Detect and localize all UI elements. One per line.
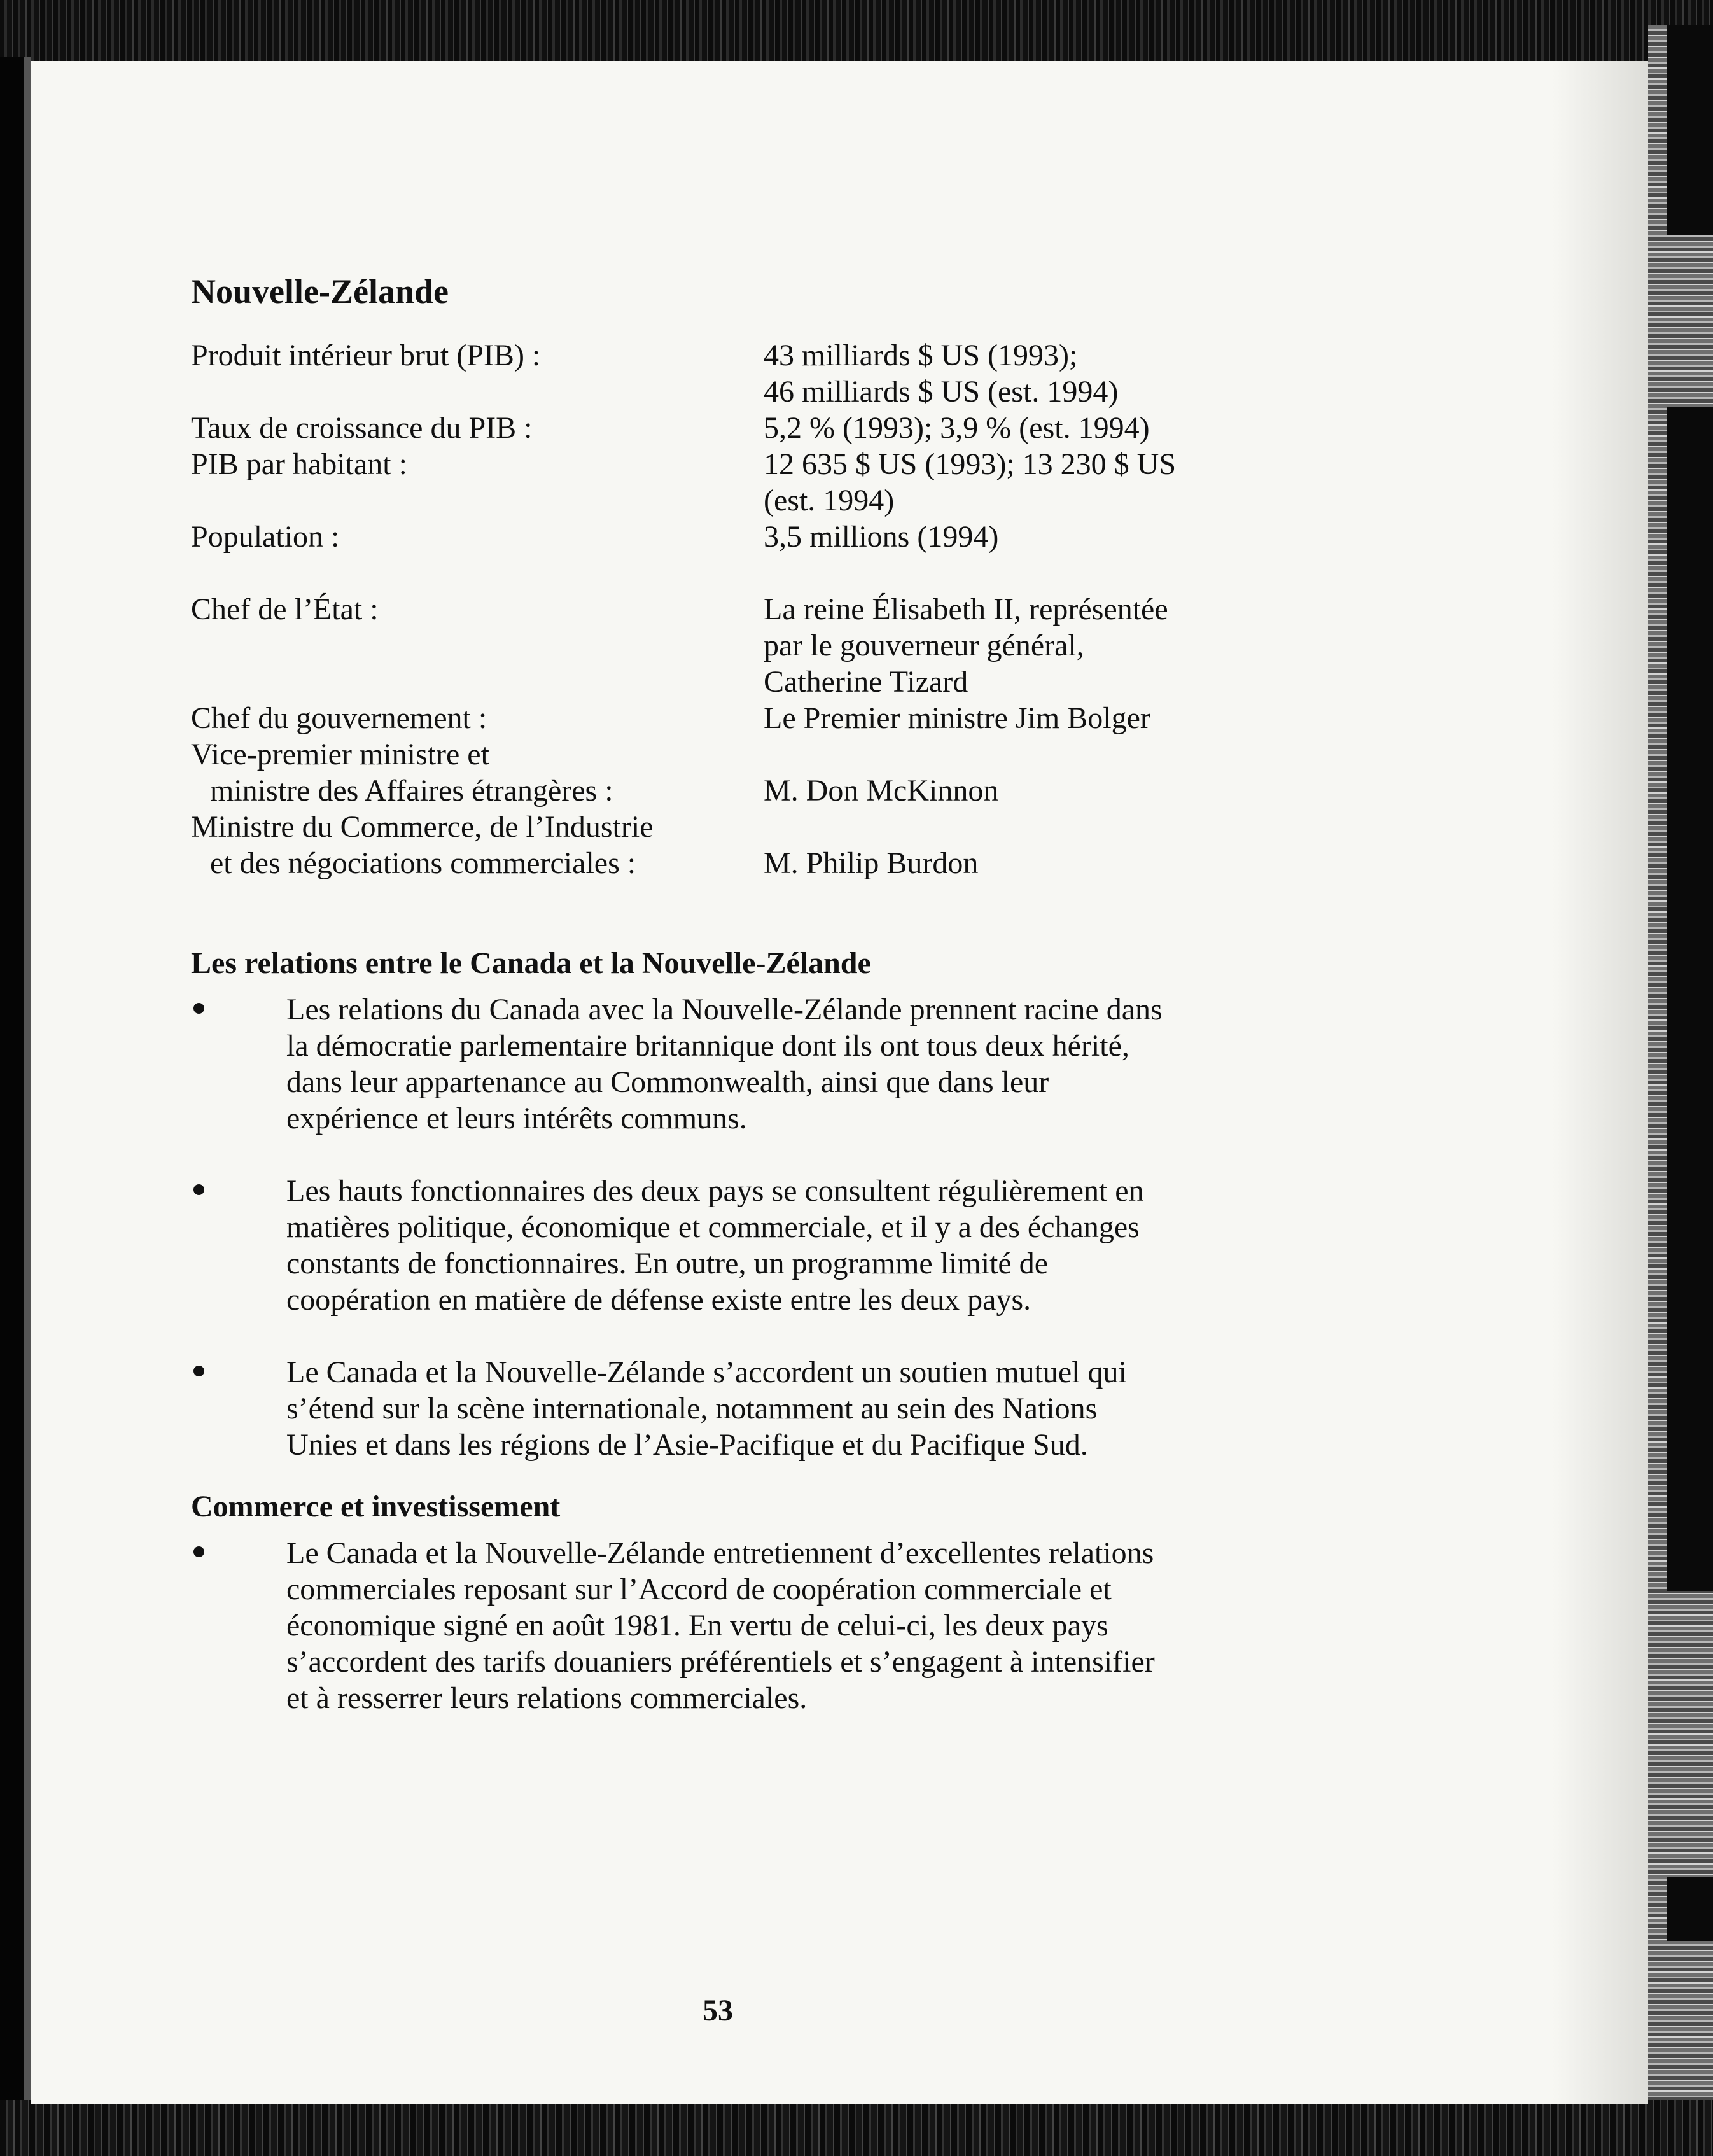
scan-border-right-shadow — [1667, 25, 1713, 235]
bullet-line: Unies et dans les régions de l’Asie-Pacifique et du Pacifique Sud. — [286, 1428, 1088, 1462]
bullet-list-trade — [191, 1535, 1273, 1716]
bullet-line: et à resserrer leurs relations commerciales. — [286, 1681, 808, 1715]
page-number: 53 — [703, 1994, 733, 2027]
fact-value — [764, 591, 1273, 700]
fact-row-gdp-growth — [191, 410, 1273, 446]
bullet-line: Les hauts fonctionnaires des deux pays se consultent régulièrement en — [286, 1174, 1144, 1208]
fact-value — [764, 809, 1273, 881]
fact-value-line: 5,2 % (1993); 3,9 % (est. 1994) — [764, 411, 1150, 445]
fact-row-head-of-state — [191, 591, 1273, 700]
fact-label: Chef de l’État : — [191, 592, 379, 626]
bullet-dot-icon — [193, 1366, 204, 1376]
fact-label: Chef du gouvernement : — [191, 701, 487, 735]
bullet-line: matières politique, économique et commerciale, et il y a des échanges — [286, 1210, 1140, 1244]
fact-sheet — [191, 337, 1273, 881]
bullet-line: s’accordent des tarifs douaniers préférentiels et s’engagent à intensifier — [286, 1645, 1155, 1679]
fact-label-line: ministre des Affaires étrangères : — [210, 774, 613, 808]
spacer — [191, 1137, 1273, 1173]
fact-label-line: et des négociations commerciales : — [210, 846, 636, 880]
spacer — [191, 1318, 1273, 1354]
page-content — [191, 271, 1273, 1716]
bullet-line: commerciales reposant sur l’Accord de coopération commerciale et — [286, 1572, 1112, 1606]
scan-border-left — [0, 57, 31, 2106]
fact-value — [764, 700, 1273, 736]
fact-value-line: 46 milliards $ US (est. 1994) — [764, 375, 1119, 409]
bullet-line: Le Canada et la Nouvelle-Zélande entretiennent d’excellentes relations — [286, 1536, 1154, 1570]
bullet-line: s’étend sur la scène internationale, notamment au sein des Nations — [286, 1392, 1098, 1425]
bullet-line: dans leur appartenance au Commonwealth, ainsi que dans leur — [286, 1065, 1049, 1099]
fact-label: Produit intérieur brut (PIB) : — [191, 339, 541, 372]
bullet-list-relations — [191, 991, 1273, 1463]
bullet-dot-icon — [193, 1546, 204, 1557]
bullet-item — [191, 1354, 1273, 1463]
bullet-item — [191, 1173, 1273, 1318]
page-gutter-shadow — [1553, 61, 1648, 2104]
bullet-line: constants de fonctionnaires. En outre, un programme limité de — [286, 1247, 1048, 1280]
fact-value — [764, 410, 1273, 446]
bullet-item — [191, 1535, 1273, 1716]
section-heading-trade: Commerce et investissement — [191, 1490, 561, 1523]
fact-label — [191, 809, 764, 881]
fact-value — [764, 519, 1273, 555]
fact-value — [764, 446, 1273, 519]
bullet-line: expérience et leurs intérêts communs. — [286, 1102, 747, 1135]
fact-value-line: M. Philip Burdon — [764, 846, 979, 880]
fact-value — [764, 337, 1273, 410]
bullet-line: coopération en matière de défense existe entre les deux pays. — [286, 1283, 1031, 1317]
fact-value-line: Le Premier ministre Jim Bolger — [764, 701, 1150, 735]
scan-border-right-shadow — [1667, 407, 1713, 1591]
fact-value-line: par le gouverneur général, — [764, 629, 1084, 662]
fact-value-line: M. Don McKinnon — [764, 774, 999, 808]
fact-label: Taux de croissance du PIB : — [191, 411, 533, 445]
scan-border-right-shadow — [1667, 1877, 1713, 1941]
fact-label-line: Ministre du Commerce, de l’Industrie — [191, 810, 654, 844]
section-heading-relations: Les relations entre le Canada et la Nouvelle-Zélande — [191, 946, 871, 980]
fact-value-line: 43 milliards $ US (1993); — [764, 339, 1078, 372]
scan-border-bottom — [0, 2100, 1713, 2156]
fact-row-trade-minister — [191, 809, 1273, 881]
fact-value-line: (est. 1994) — [764, 484, 895, 517]
spacer — [191, 555, 1273, 591]
scan-border-top — [0, 0, 1713, 64]
bullet-dot-icon — [193, 1003, 204, 1014]
bullet-line: la démocratie parlementaire britannique dont ils ont tous deux hérité, — [286, 1029, 1129, 1063]
bullet-line: économique signé en août 1981. En vertu de celui-ci, les deux pays — [286, 1609, 1108, 1642]
fact-value — [764, 736, 1273, 809]
fact-row-gdp — [191, 337, 1273, 410]
fact-value-line: Catherine Tizard — [764, 665, 968, 699]
bullet-item — [191, 991, 1273, 1137]
fact-value-line: La reine Élisabeth II, représentée — [764, 592, 1168, 626]
fact-label: PIB par habitant : — [191, 447, 407, 481]
bullet-line: Les relations du Canada avec la Nouvelle-Zélande prennent racine dans — [286, 993, 1163, 1026]
bullet-line: Le Canada et la Nouvelle-Zélande s’accordent un soutien mutuel qui — [286, 1355, 1127, 1389]
fact-row-foreign-minister — [191, 736, 1273, 809]
fact-label — [191, 736, 764, 809]
fact-label-line: Vice-premier ministre et — [191, 738, 489, 771]
fact-row-gdp-per-capita — [191, 446, 1273, 519]
fact-label: Population : — [191, 520, 340, 554]
fact-row-head-of-government — [191, 700, 1273, 736]
fact-row-population — [191, 519, 1273, 555]
bullet-dot-icon — [193, 1184, 204, 1195]
fact-value-line: 12 635 $ US (1993); 13 230 $ US — [764, 447, 1177, 481]
page-title: Nouvelle-Zélande — [191, 272, 449, 311]
fact-value-line: 3,5 millions (1994) — [764, 520, 999, 554]
